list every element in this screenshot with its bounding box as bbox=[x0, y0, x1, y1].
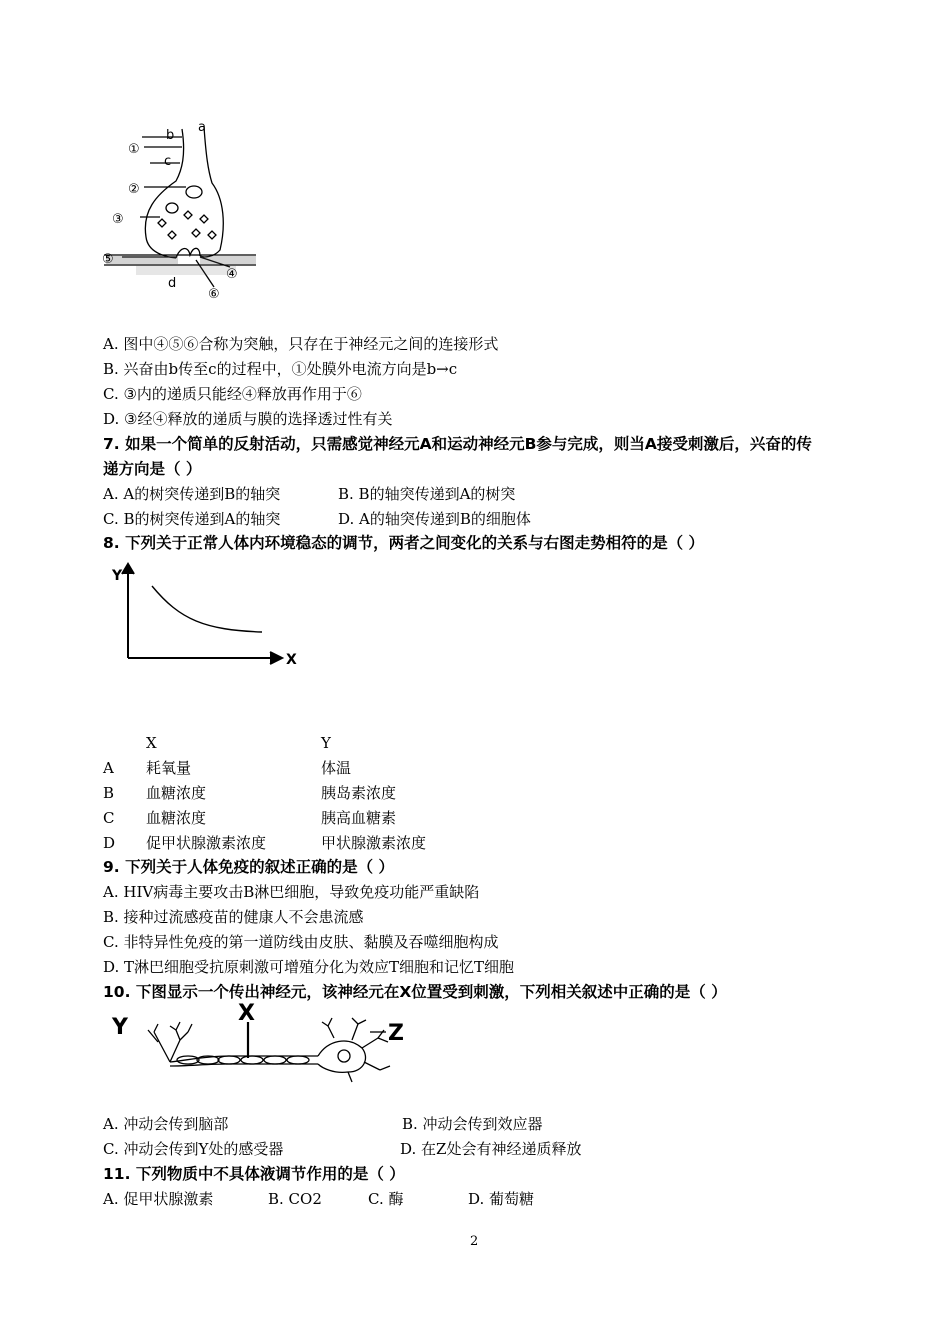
label-b: b bbox=[166, 128, 175, 143]
q7-option-c: C. B的树突传递到A的轴突 bbox=[103, 510, 281, 528]
q9-stem: 9. 下列关于人体免疫的叙述正确的是（ ） bbox=[103, 858, 394, 876]
page-number: 2 bbox=[470, 1234, 479, 1249]
label-2: ② bbox=[128, 182, 140, 197]
q6-option-c: C. ③内的递质只能经④释放再作用于⑥ bbox=[103, 385, 362, 403]
label-5: ⑤ bbox=[102, 252, 114, 267]
q7-option-d: D. A的轴突传递到B的细胞体 bbox=[338, 510, 531, 528]
q11-option-d: D. 葡萄糖 bbox=[468, 1190, 535, 1208]
neuron-label-y: Y bbox=[112, 1015, 128, 1040]
q7-option-a: A. A的树突传递到B的轴突 bbox=[103, 485, 281, 503]
neuron-label-z: Z bbox=[388, 1021, 404, 1046]
table-row-b-y: 胰岛素浓度 bbox=[321, 784, 397, 802]
q7-stem-line2: 递方向是（ ） bbox=[103, 460, 202, 478]
table-row-a-y: 体温 bbox=[321, 759, 352, 777]
q9-option-c: C. 非特异性免疫的第一道防线由皮肤、黏膜及吞噬细胞构成 bbox=[103, 933, 499, 951]
q11-option-c: C. 酶 bbox=[368, 1190, 404, 1208]
q6-option-d: D. ③经④释放的递质与膜的选择透过性有关 bbox=[103, 410, 393, 428]
graph-ylabel: Y bbox=[112, 568, 123, 584]
label-a: a bbox=[198, 120, 206, 135]
table-row-c-x: 血糖浓度 bbox=[146, 809, 207, 827]
table-header-y: Y bbox=[321, 734, 331, 752]
table-row-d-x: 促甲状腺激素浓度 bbox=[146, 834, 267, 852]
label-3: ③ bbox=[112, 212, 124, 227]
q8-stem: 8. 下列关于正常人体内环境稳态的调节，两者之间变化的关系与右图走势相符的是（ ） bbox=[103, 534, 704, 552]
neuron-label-x: X bbox=[238, 1001, 255, 1026]
graph-xlabel: X bbox=[286, 652, 297, 668]
table-row-a-letter: A bbox=[103, 759, 114, 777]
table-row-c-y: 胰高血糖素 bbox=[321, 809, 397, 827]
q10-option-c: C. 冲动会传到Y处的感受器 bbox=[103, 1140, 284, 1158]
q10-option-a: A. 冲动会传到脑部 bbox=[103, 1115, 229, 1133]
table-row-d-letter: D bbox=[103, 834, 116, 852]
q10-option-b: B. 冲动会传到效应器 bbox=[402, 1115, 543, 1133]
table-row-b-x: 血糖浓度 bbox=[146, 784, 207, 802]
label-1: ① bbox=[128, 142, 140, 157]
table-row-b-letter: B bbox=[103, 784, 115, 802]
q8-graph bbox=[110, 560, 310, 675]
neuron-figure bbox=[108, 1000, 418, 1088]
q10-stem: 10. 下图显示一个传出神经元，该神经元在X位置受到刺激，下列相关叙述中正确的是（ ） bbox=[103, 983, 727, 1001]
q10-option-d: D. 在Z处会有神经递质释放 bbox=[400, 1140, 582, 1158]
q11-stem: 11. 下列物质中不具体液调节作用的是（ ） bbox=[103, 1165, 405, 1183]
q6-option-a: A. 图中④⑤⑥合称为突触，只存在于神经元之间的连接形式 bbox=[103, 335, 499, 353]
label-4: ④ bbox=[226, 267, 238, 282]
q9-option-d: D. T淋巴细胞受抗原刺激可增殖分化为效应T细胞和记忆T细胞 bbox=[103, 958, 515, 976]
q6-option-b: B. 兴奋由b传至c的过程中，①处膜外电流方向是b→c bbox=[103, 360, 458, 378]
label-c: c bbox=[164, 154, 172, 169]
synapse-figure bbox=[96, 115, 256, 305]
q7-stem-line1: 7. 如果一个简单的反射活动，只需感觉神经元A和运动神经元B参与完成，则当A接受刺激后，兴奋的传 bbox=[103, 435, 812, 453]
table-row-d-y: 甲状腺激素浓度 bbox=[321, 834, 427, 852]
table-row-c-letter: C bbox=[103, 809, 115, 827]
q7-option-b: B. B的轴突传递到A的树突 bbox=[338, 485, 516, 503]
table-header-x: X bbox=[146, 734, 157, 752]
q9-option-b: B. 接种过流感疫苗的健康人不会患流感 bbox=[103, 908, 364, 926]
q11-option-a: A. 促甲状腺激素 bbox=[103, 1190, 214, 1208]
table-row-a-x: 耗氧量 bbox=[146, 759, 192, 777]
q9-option-a: A. HIV病毒主要攻击B淋巴细胞，导致免疫功能严重缺陷 bbox=[103, 883, 480, 901]
q11-option-b: B. CO2 bbox=[268, 1190, 322, 1208]
label-6: ⑥ bbox=[208, 287, 220, 302]
label-d: d bbox=[168, 276, 177, 291]
